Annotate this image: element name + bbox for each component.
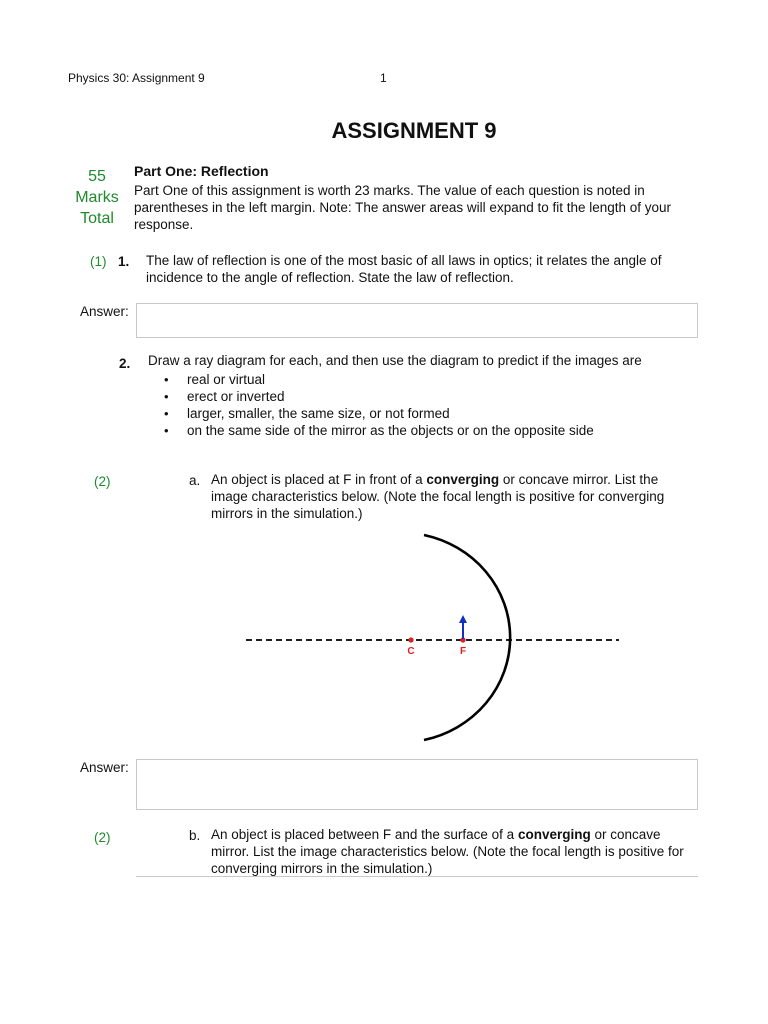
object-arrow-head [459, 615, 467, 623]
part-one-intro: Part One of this assignment is worth 23 marks. The value of each question is noted in parentheses in the left margin. Note: The answer areas will expand to fit the length of your response. [134, 183, 672, 232]
q2b-answer-box-top[interactable] [136, 876, 698, 877]
part-one-heading: Part One: Reflection [134, 163, 269, 179]
total-word: Total [80, 210, 114, 227]
q2b-text-after: or concave mirror. List the image characteristics below. (Note the focal length is positive for converging mirrors in the simulation.) [211, 827, 684, 876]
list-item: • erect or inverted [162, 388, 722, 405]
header-course: Physics 30: Assignment 9 [68, 71, 205, 85]
concave-mirror-arc [424, 535, 510, 740]
point-c [408, 637, 413, 642]
q1-value: (1) [90, 254, 107, 269]
list-item: • on the same side of the mirror as the objects or on the opposite side [162, 422, 722, 439]
label-c: C [407, 646, 415, 657]
q1-answer-label: Answer: [80, 304, 129, 319]
marks-word: Marks [75, 189, 119, 206]
q1-number: 1. [118, 254, 130, 269]
page-title: ASSIGNMENT 9 [331, 118, 497, 143]
header-page-number: 1 [380, 71, 387, 85]
q2a-text-after: or concave mirror. List the image characteristics below. (Note the focal length is positive for converging mirrors in the simulation.) [211, 472, 665, 521]
q1-text: The law of reflection is one of the most basic of all laws in optics; it relates the angle of incidence to the angle of reflection. State the law of reflection. [146, 253, 662, 285]
q2b-letter: b. [189, 828, 201, 843]
concave-mirror-diagram [236, 530, 626, 745]
label-f: F [459, 646, 467, 657]
marks-total [56, 166, 138, 229]
q2-text: Draw a ray diagram for each, and then use the diagram to predict if the images are [148, 353, 642, 368]
q2-number: 2. [119, 356, 131, 371]
q2b-text [211, 827, 689, 877]
q1-answer-box[interactable] [136, 303, 698, 338]
q2-bullet-list [162, 371, 722, 439]
q2a-text [211, 472, 689, 522]
q2a-answer-label: Answer: [80, 760, 129, 775]
q2b-text-bold: converging [517, 827, 591, 842]
list-item: • larger, smaller, the same size, or not formed [162, 405, 722, 422]
q2a-value: (2) [94, 474, 111, 489]
q2b-value: (2) [94, 830, 111, 845]
q2b-text-before: An object is placed between F and the surface of a [211, 827, 518, 842]
list-item: • real or virtual [162, 371, 722, 388]
q2a-text-bold: converging [426, 472, 500, 487]
q2a-text-before: An object is placed at F in front of a [211, 472, 427, 487]
marks-number: 55 [88, 168, 106, 185]
q2a-answer-box[interactable] [136, 759, 698, 810]
q2a-letter: a. [189, 473, 201, 488]
